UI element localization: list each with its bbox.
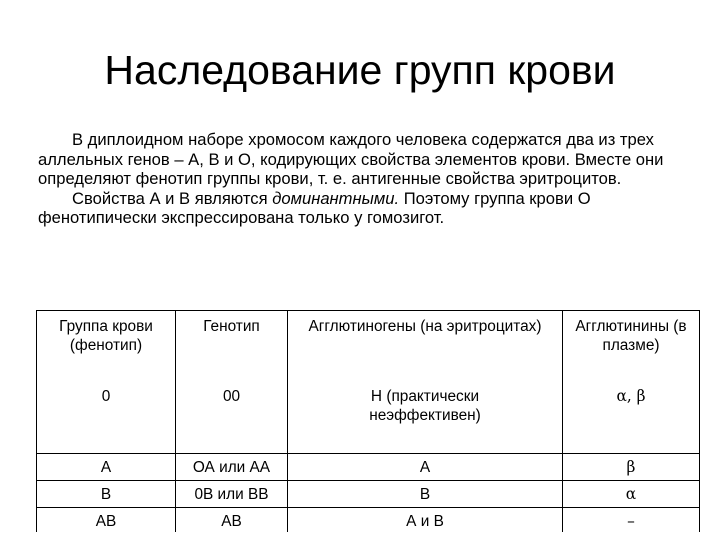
header-agglutinogens: Агглютиногены (на эритроцитах) [288,311,563,384]
header-genotype: Генотип [176,311,288,384]
table-header-row [37,311,700,384]
cell-group: 0 [37,383,176,454]
header-agglutinins: Агглютинины (в плазме) [563,311,700,384]
blood-group-table [36,310,700,532]
cell-genotype: ОА или АА [176,454,288,481]
dominant-emphasis: доминантными. [272,188,400,208]
cell-agglutinin: – [563,508,700,533]
cell-genotype: 0В или ВВ [176,481,288,508]
cell-agglutinogen: В [288,481,563,508]
cell-genotype: 00 [176,383,288,454]
page-title: Наследование групп крови [104,47,616,93]
cell-agglutinogen: Н (практически неэффективен) [288,383,563,454]
paragraph-dominance-start: Свойства А и В являются [72,188,273,208]
paragraph-genes: В диплоидном наборе хромосом каждого человека содержатся два из трех аллельных генов – А, В и О, кодирующих свойства элементов крови. Вместе они определяют фенотип группы крови, т. е. антигенные свойства эритроцитов. [38,130,664,188]
table-row [37,508,700,533]
cell-agglutinogen: А и В [288,508,563,533]
header-blood-group: Группа крови (фенотип) [37,311,176,384]
table-row [37,481,700,508]
cell-agglutinin: β [563,454,700,481]
cell-agglutinogen: А [288,454,563,481]
cell-group: В [37,481,176,508]
table-row [37,454,700,481]
cell-agglutinin: α, β [563,383,700,454]
cell-agglutinin: α [563,481,700,508]
cell-group: AB [37,508,176,533]
paragraph-dominance-end: Поэтому группа крови О фенотипически экспрессирована только у гомозигот. [38,188,591,227]
cell-genotype: AB [176,508,288,533]
paragraph-dominance [38,189,688,228]
description-text [38,130,688,228]
table-row [37,383,700,454]
cell-group: A [37,454,176,481]
